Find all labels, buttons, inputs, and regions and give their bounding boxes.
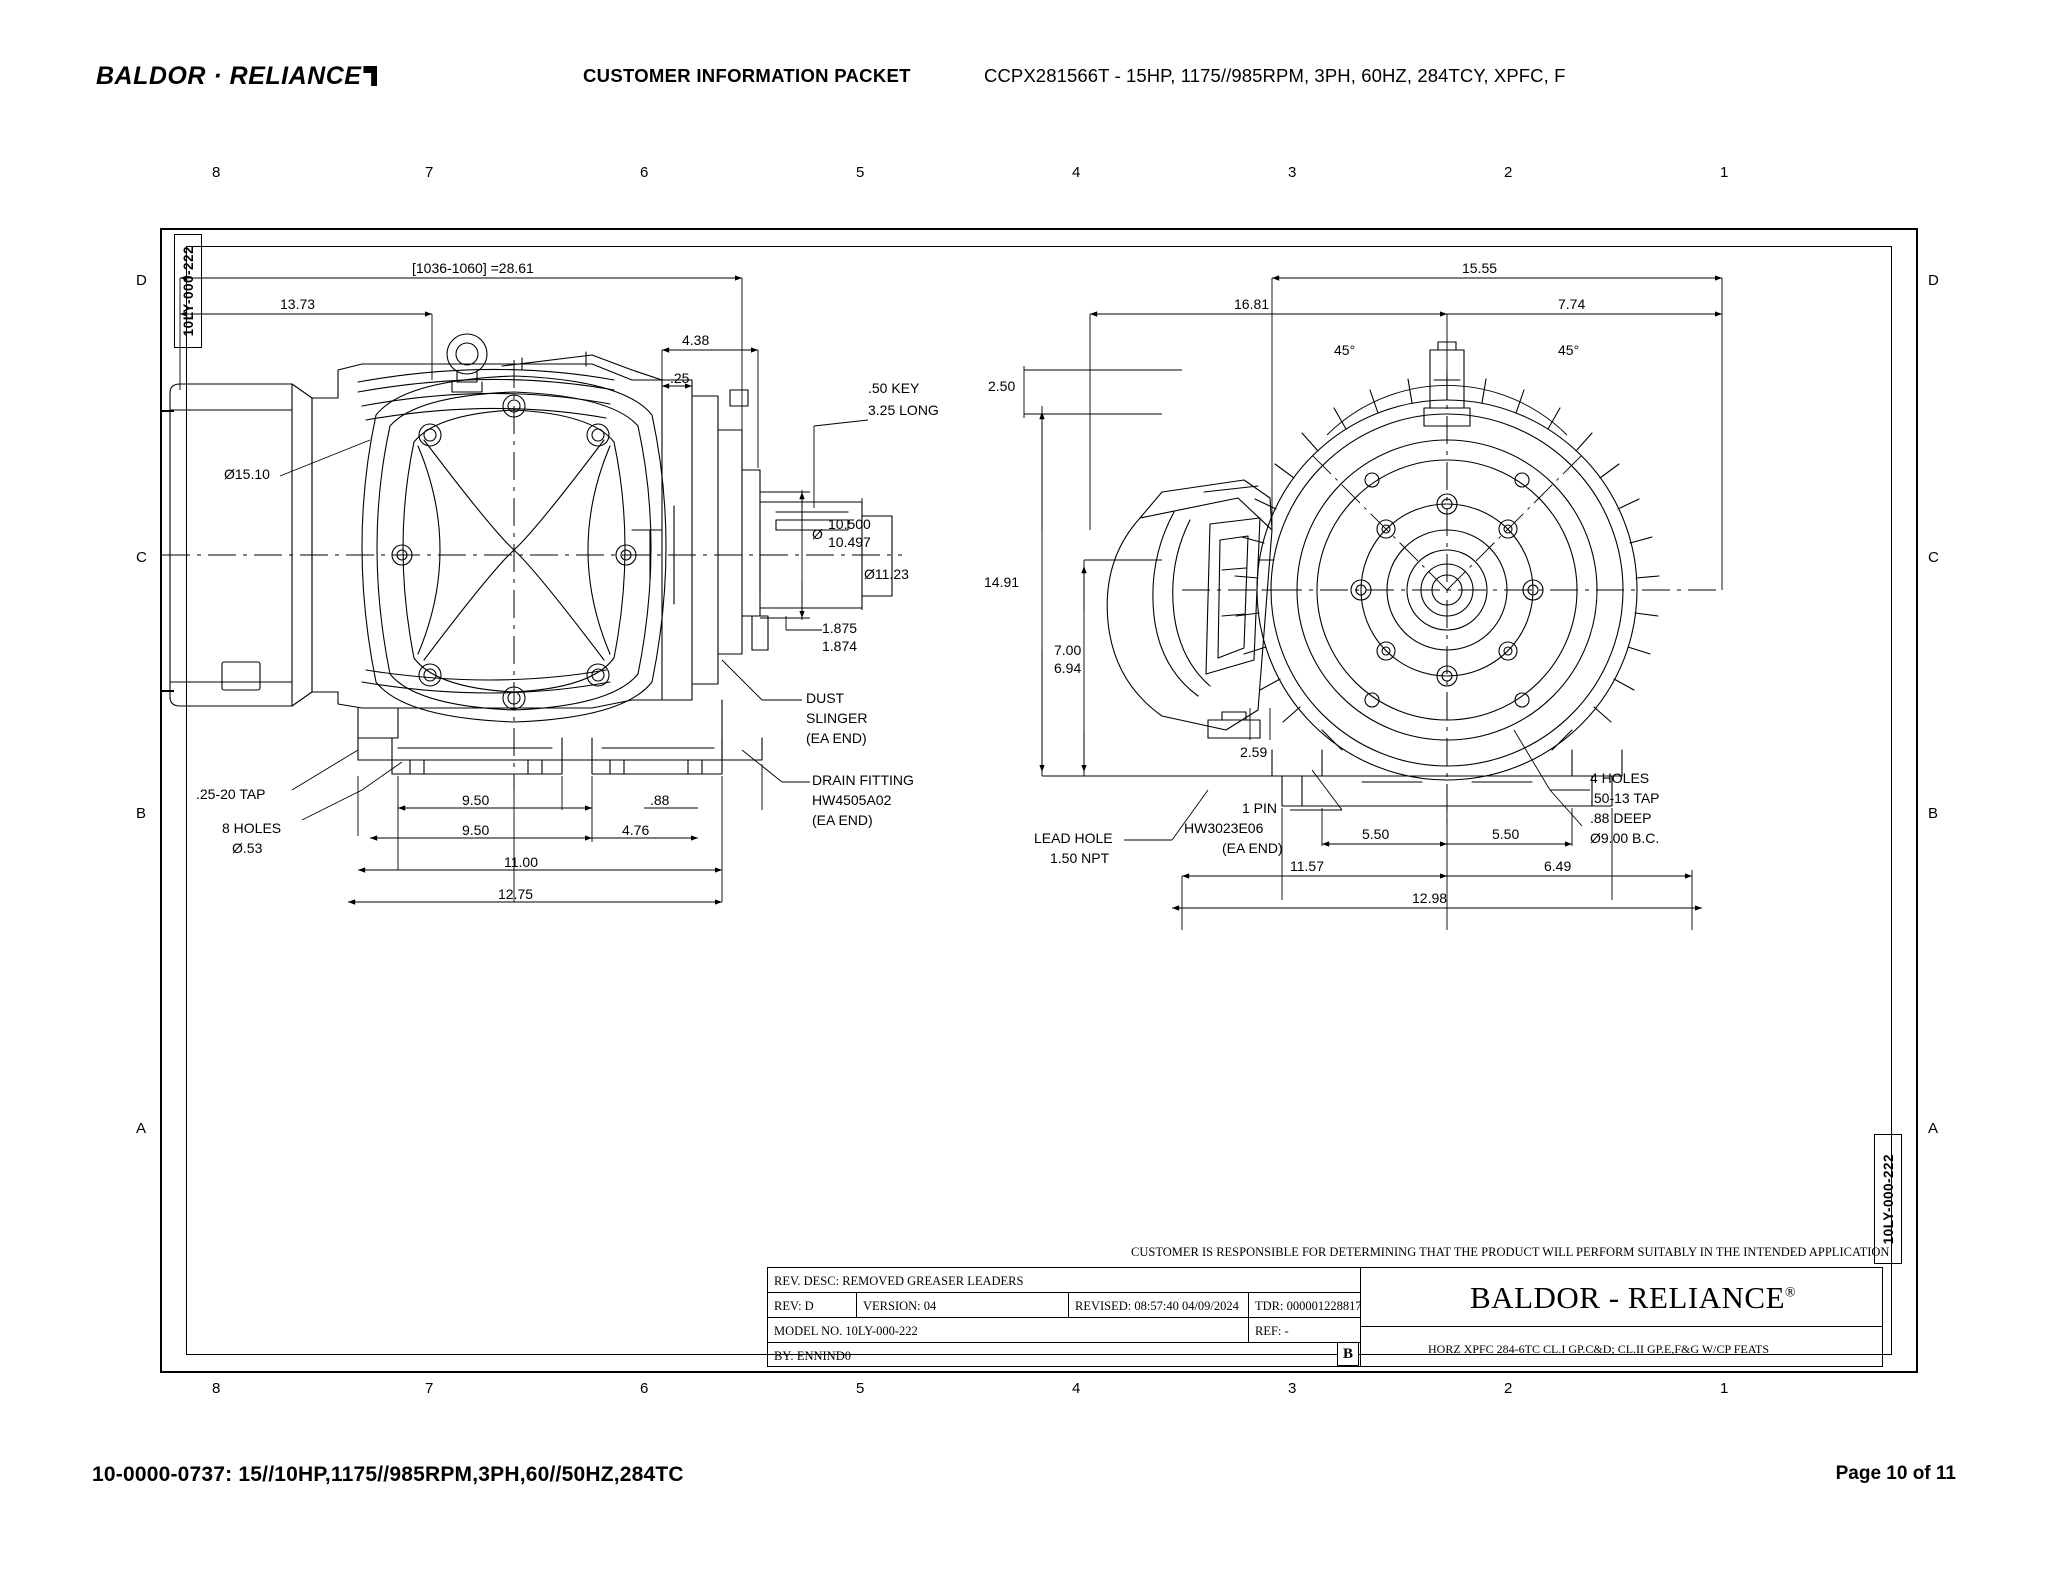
label-4-holes-deep: .88 DEEP: [1590, 810, 1652, 826]
row-label-d-right: D: [1928, 272, 1939, 289]
tb-revised: REVISED: 08:57:40 04/09/2024: [1075, 1299, 1239, 1313]
col-label-7-top: 7: [425, 164, 434, 181]
label-1-pin: 1 PIN: [1242, 800, 1278, 816]
drawing-number-bottom: 10LY-000-222: [1880, 1153, 1896, 1245]
label-4-holes-bc: Ø9.00 B.C.: [1590, 830, 1660, 846]
tb-description: HORZ XPFC 284-6TC CL.I GP.C&D; CL.II GP.E,F&G W/CP FEATS: [1428, 1342, 1770, 1356]
row-label-c-left: C: [136, 549, 147, 566]
dim-0-25: .25: [670, 370, 690, 386]
tb-tdr: TDR: 000001228817: [1255, 1299, 1362, 1313]
label-8-holes-dia: Ø.53: [232, 840, 263, 856]
tb-vrule-tdr: [1248, 1292, 1249, 1317]
revision-badge: B: [1337, 1342, 1359, 1366]
dim-overall-length: [1036-1060] =28.61: [412, 260, 534, 276]
label-pin-ea-end: (EA END): [1222, 840, 1283, 856]
brand-text: BALDOR · RELIANCE: [96, 62, 362, 90]
col-label-4-top: 4: [1072, 164, 1081, 181]
dim-6-49: 6.49: [1544, 858, 1572, 874]
col-label-6-top: 6: [640, 164, 649, 181]
footer-page-number: Page 10 of 11: [1835, 1463, 1956, 1484]
dim-0-88: .88: [650, 792, 670, 808]
tb-vrule-revised: [1068, 1292, 1069, 1317]
dim-7-00: 7.00: [1054, 642, 1082, 658]
tb-rule-2: [768, 1317, 1360, 1318]
dim-5-50-b: 5.50: [1492, 826, 1520, 842]
label-drain-fitting-1: DRAIN FITTING: [812, 772, 914, 788]
baldor-reliance-logo: [96, 62, 377, 91]
packet-title: CUSTOMER INFORMATION PACKET: [583, 65, 911, 86]
col-label-2-bottom: 2: [1504, 1380, 1513, 1397]
row-label-b-left: B: [136, 805, 147, 822]
row-label-a-right: A: [1928, 1120, 1939, 1137]
col-label-5-bottom: 5: [856, 1380, 865, 1397]
col-label-5-top: 5: [856, 164, 865, 181]
dim-shaft-dia-lower: 10.497: [828, 534, 871, 550]
customer-responsibility-note: CUSTOMER IS RESPONSIBLE FOR DETERMINING THAT THE PRODUCT WILL PERFORM SUITABLY IN THE INTENDED APPLICATION: [1131, 1245, 1890, 1259]
tb-rev-desc: REV. DESC: REMOVED GREASER LEADERS: [774, 1274, 1024, 1288]
dim-shaft-dia-upper: 10.500: [828, 516, 871, 532]
dim-12-98: 12.98: [1412, 890, 1448, 906]
tb-vrule-rev: [856, 1292, 857, 1317]
dim-2-50: 2.50: [988, 378, 1016, 394]
col-label-6-bottom: 6: [640, 1380, 649, 1397]
col-label-3-top: 3: [1288, 164, 1297, 181]
tb-rule-3: [768, 1342, 1360, 1343]
label-pin-part: HW3023E06: [1184, 820, 1264, 836]
label-drain-fitting-3: (EA END): [812, 812, 873, 828]
dim-5-50-a: 5.50: [1362, 826, 1390, 842]
col-label-8-top: 8: [212, 164, 221, 181]
page-header: [96, 62, 1956, 102]
tb-registered-icon: ®: [1785, 1285, 1797, 1301]
tb-company-text: BALDOR - RELIANCE: [1470, 1280, 1786, 1315]
col-label-3-bottom: 3: [1288, 1380, 1297, 1397]
dim-16-81: 16.81: [1234, 296, 1270, 312]
tb-company-name: [1470, 1280, 1796, 1316]
brand-mark-icon: [363, 66, 377, 86]
dim-11-00: 11.00: [504, 854, 538, 870]
label-dust-slinger-1: DUST: [806, 690, 845, 706]
label-lead-hole-1: LEAD HOLE: [1034, 830, 1113, 846]
label-dust-slinger-3: (EA END): [806, 730, 867, 746]
dim-9-50-b: 9.50: [462, 822, 490, 838]
label-key-line1: .50 KEY: [868, 380, 920, 396]
dim-14-91: 14.91: [984, 574, 1020, 590]
footer-part-description: 10-0000-0737: 15//10HP,1175//985RPM,3PH,60//50HZ,284TC: [92, 1463, 684, 1486]
tb-ref: REF: -: [1255, 1324, 1289, 1338]
dim-4-76: 4.76: [622, 822, 650, 838]
title-block: [767, 1267, 1883, 1367]
dim-15-55: 15.55: [1462, 260, 1498, 276]
dim-shaft-dia-symbol: Ø: [812, 526, 823, 542]
drawing-frame: [136, 164, 1939, 1397]
product-spec-line: CCPX281566T - 15HP, 1175//985RPM, 3PH, 60HZ, 284TCY, XPFC, F: [984, 65, 1566, 86]
dim-2-59: 2.59: [1240, 744, 1268, 760]
col-label-2-top: 2: [1504, 164, 1513, 181]
row-label-d-left: D: [136, 272, 147, 289]
col-label-7-bottom: 7: [425, 1380, 434, 1397]
row-label-c-right: C: [1928, 549, 1939, 566]
label-4-holes: 4 HOLES: [1590, 770, 1650, 786]
dim-tol-upper: 1.875: [822, 620, 858, 636]
label-lead-hole-2: 1.50 NPT: [1050, 850, 1110, 866]
dim-9-50-a: 9.50: [462, 792, 490, 808]
dim-11-57: 11.57: [1290, 858, 1324, 874]
label-dust-slinger-2: SLINGER: [806, 710, 868, 726]
label-drain-fitting-2: HW4505A02: [812, 792, 892, 808]
dim-13-73: 13.73: [280, 296, 316, 312]
dim-12-75: 12.75: [498, 886, 534, 902]
tb-rev: REV: D: [774, 1299, 814, 1313]
label-8-holes: 8 HOLES: [222, 820, 282, 836]
tb-vrule-main: [1360, 1268, 1361, 1366]
label-25-20-tap: .25-20 TAP: [196, 786, 266, 802]
drawing-number-top: 10LY-000-222: [180, 245, 196, 337]
dim-4-38: 4.38: [682, 332, 710, 348]
dim-7-74: 7.74: [1558, 296, 1586, 312]
dim-angle-right: 45°: [1558, 342, 1580, 358]
tb-model-no: MODEL NO. 10LY-000-222: [774, 1324, 918, 1338]
dim-6-94: 6.94: [1054, 660, 1082, 676]
col-label-1-top: 1: [1720, 164, 1729, 181]
tb-vrule-ref: [1248, 1317, 1249, 1342]
label-4-holes-tap: .50-13 TAP: [1590, 790, 1660, 806]
col-label-1-bottom: 1: [1720, 1380, 1729, 1397]
tb-version: VERSION: 04: [863, 1299, 937, 1313]
col-label-4-bottom: 4: [1072, 1380, 1081, 1397]
dim-tol-lower: 1.874: [822, 638, 858, 654]
tb-by: BY: ENNIND0: [774, 1349, 851, 1363]
label-key-line2: 3.25 LONG: [868, 402, 939, 418]
dim-angle-left: 45°: [1334, 342, 1356, 358]
tb-rule-4: [1360, 1326, 1882, 1327]
dim-dia-15-10: Ø15.10: [224, 466, 270, 482]
dim-dia-11-23: Ø11.23: [864, 566, 909, 582]
row-label-b-right: B: [1928, 805, 1939, 822]
row-label-a-left: A: [136, 1120, 147, 1137]
col-label-8-bottom: 8: [212, 1380, 221, 1397]
